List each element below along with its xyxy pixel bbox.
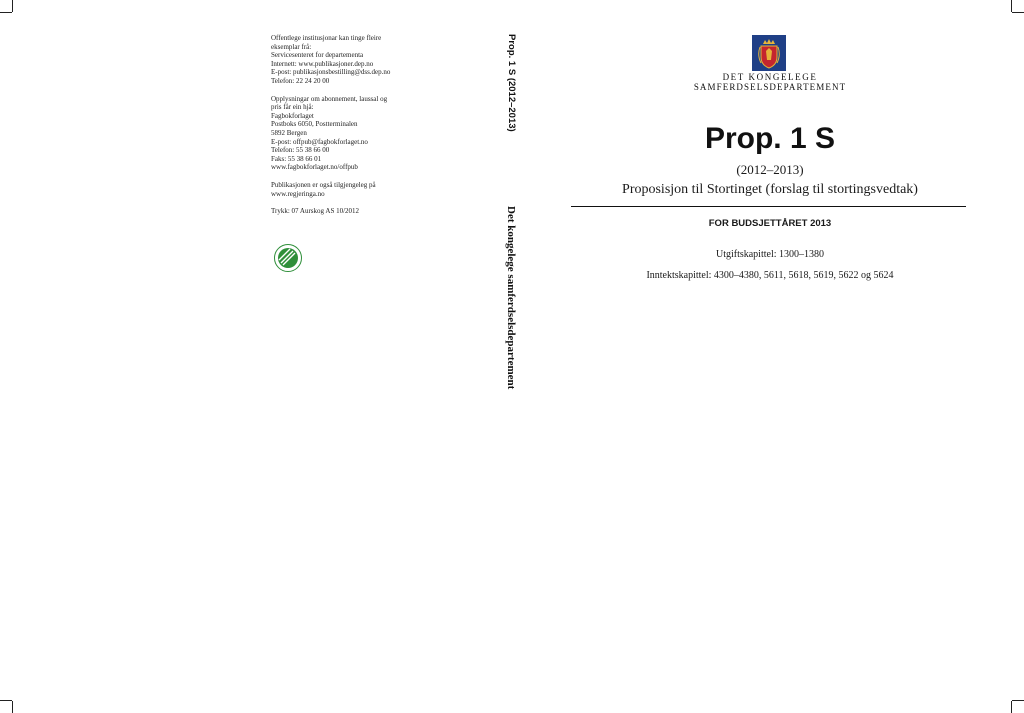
info-line: www.fagbokforlaget.no/offpub bbox=[271, 163, 358, 172]
subscription-info bbox=[271, 95, 471, 172]
info-line: E-post: offpub@fagbokforlaget.no bbox=[271, 137, 368, 146]
crop-mark bbox=[1011, 0, 1012, 12]
info-line: Telefon: 22 24 20 00 bbox=[271, 76, 330, 85]
info-line: Telefon: 55 38 66 00 bbox=[271, 146, 330, 155]
department-name-line1: DET KONGELEGE bbox=[722, 72, 818, 82]
info-line: Fagbokforlaget bbox=[271, 111, 314, 120]
info-line: Faks: 55 38 66 01 bbox=[271, 154, 322, 163]
info-line: Internett: www.publikasjoner.dep.no bbox=[271, 59, 374, 68]
expenditure-chapters: Utgiftskapittel: 1300–1380 bbox=[715, 249, 825, 260]
info-line: E-post: publikasjonsbestilling@dss.dep.no bbox=[271, 68, 391, 77]
print-info bbox=[271, 207, 471, 216]
spine-department: Det kongelege samferdselsdepartement bbox=[505, 206, 517, 390]
info-line: Postboks 6050, Postterminalen bbox=[271, 120, 358, 129]
royal-coat-of-arms-icon bbox=[752, 35, 786, 71]
crop-mark bbox=[1012, 700, 1024, 701]
info-line: Servicesenteret for departementa bbox=[271, 51, 364, 60]
session-years: (2012–2013) bbox=[736, 162, 804, 177]
crop-mark bbox=[12, 701, 13, 713]
budget-year: FOR BUDSJETTÅRET 2013 bbox=[708, 218, 832, 229]
proposition-title: Prop. 1 S bbox=[704, 122, 836, 155]
divider-rule bbox=[571, 206, 966, 207]
online-info bbox=[271, 181, 471, 198]
info-line: Publikasjonen er også tilgjengeleg på bbox=[271, 180, 376, 189]
info-line: www.regjeringa.no bbox=[271, 189, 325, 198]
info-line: eksemplar frå: bbox=[271, 42, 312, 51]
info-line: Opplysningar om abonnement, laussal og bbox=[271, 94, 388, 103]
crop-mark bbox=[1011, 701, 1012, 713]
ordering-info bbox=[271, 34, 471, 86]
crop-mark bbox=[12, 0, 13, 12]
proposition-subtitle: Proposisjon til Stortinget (forslag til stortingsvedtak) bbox=[622, 182, 918, 197]
info-line: Offentlege institusjonar kan tinge fleire bbox=[271, 34, 382, 42]
crop-mark bbox=[0, 700, 12, 701]
crop-mark bbox=[0, 12, 12, 13]
crop-mark bbox=[1012, 12, 1024, 13]
spine-title: Prop. 1 S (2012–2013) bbox=[506, 34, 517, 132]
income-chapters: Inntektskapittel: 4300–4380, 5611, 5618, 5619, 5622 og 5624 bbox=[646, 270, 894, 281]
info-line: Trykk: 07 Aurskog AS 10/2012 bbox=[271, 207, 360, 216]
department-name-line2: SAMFERDSELSDEPARTEMENT bbox=[693, 82, 847, 92]
info-line: 5892 Bergen bbox=[271, 128, 307, 137]
info-line: pris får ein hjå: bbox=[271, 103, 314, 112]
swan-ecolabel-icon bbox=[273, 243, 303, 273]
back-cover-info bbox=[271, 34, 471, 225]
